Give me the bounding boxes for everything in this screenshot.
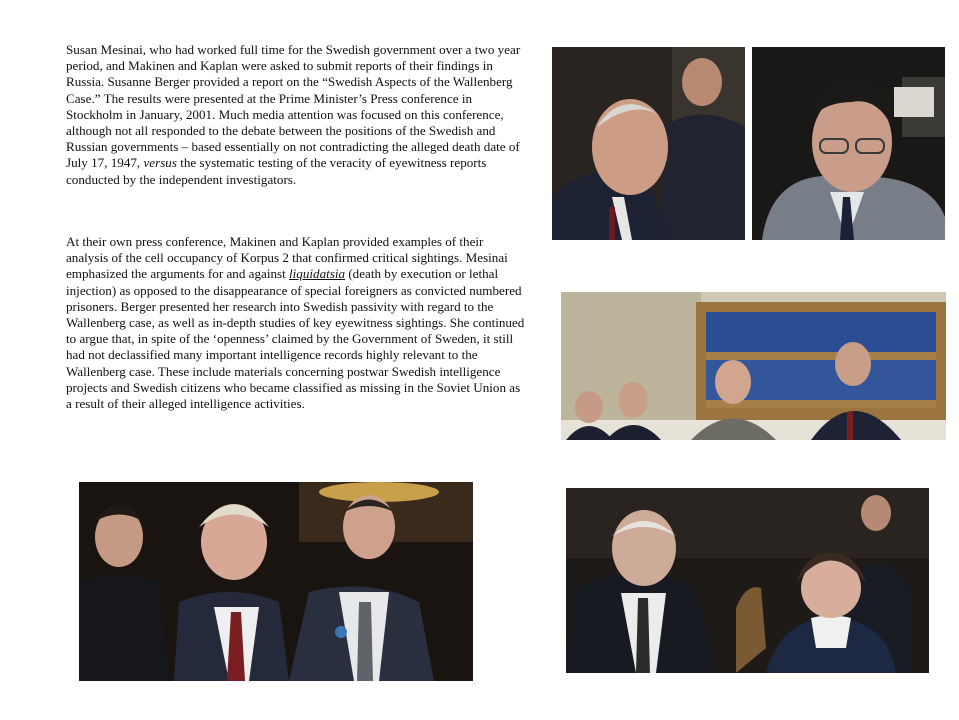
photo-press-conference-elderly-man <box>552 47 745 240</box>
photo-three-men-posing <box>79 482 473 681</box>
paragraph-2-text-b: (death by execution or lethal injection) as opposed to the disappearance of special foreigners as convicted numbered prisoners. Berger presented her research into Swedish passivity with regard to the Wallenberg case, as well as in-depth studies of key eyewitness sightings. She continued to argue that, in spite of the ‘openness’ claimed by the Government of Sweden, it still had not declassified many important intelligence records highly relevant to the Wallenberg case. These include materials concerning postwar Swedish intelligence projects and Swedish citizens who became classified as missing in the Soviet Union as a result of their alleged intelligence activities. <box>66 266 525 412</box>
photo-panel-with-bookshelves <box>561 292 946 440</box>
paragraph-1-text-b: the systematic testing of the veracity of eyewitness reports conducted by the independent investigators. <box>66 155 487 187</box>
paragraph-2 <box>66 234 528 412</box>
paragraph-1-emphasis: versus <box>143 155 177 171</box>
paragraph-1 <box>66 42 528 188</box>
paragraph-2-text-a: At their own press conference, Makinen and Kaplan provided examples of their analysis of the cell occupancy of Korpus 2 that confirmed critical sightings. Mesinai emphasized the arguments for and against <box>66 234 508 282</box>
paragraph-2-underlined-term: liquidatsia <box>289 266 346 282</box>
photo-man-with-glasses <box>752 47 945 240</box>
photo-man-and-woman-seated <box>566 488 929 673</box>
paragraph-1-text-a: Susan Mesinai, who had worked full time for the Swedish government over a two year period, and Makinen and Kaplan were asked to submit reports of their findings in Russia. Susanne Berger provided a report on the “Swedish Aspects of the Wallenberg Case.” The results were presented at the Prime Minister’s Press conference in Stockholm in January, 2001. Much media attention was focused on this conference, although not all responded to the debate between the positions of the Swedish and Russian governments – based essentially on not contradicting the alleged death date of July 17, 1947, <box>66 42 521 171</box>
